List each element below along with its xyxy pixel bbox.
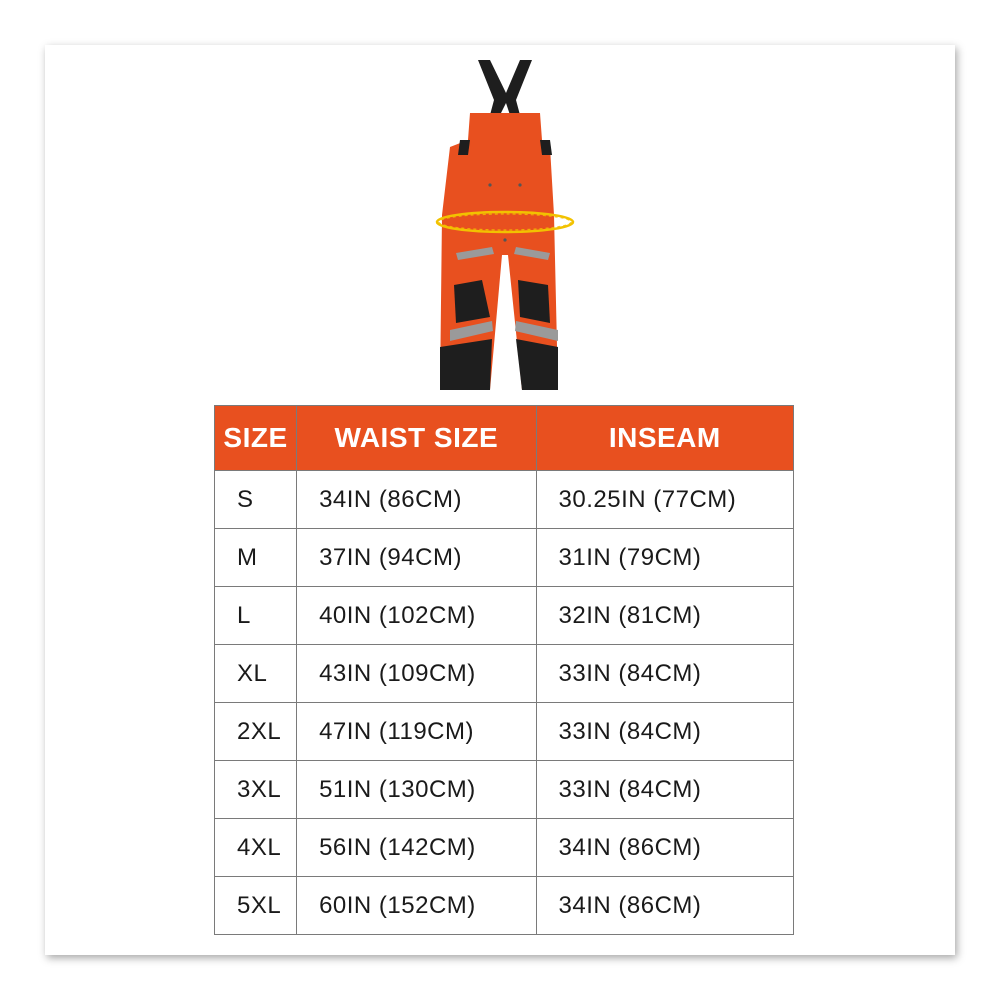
inseam-cell: 34IN (86CM): [536, 819, 793, 877]
bib-body: [440, 113, 558, 390]
size-cell: 3XL: [215, 761, 297, 819]
waist-cell: 51IN (130CM): [297, 761, 536, 819]
waist-cell: 34IN (86CM): [297, 471, 536, 529]
inseam-cell: 33IN (84CM): [536, 645, 793, 703]
size-cell: M: [215, 529, 297, 587]
size-cell: S: [215, 471, 297, 529]
table-header-row: [215, 406, 794, 471]
table-row: [215, 645, 794, 703]
inseam-cell: 30.25IN (77CM): [536, 471, 793, 529]
inseam-cell: 33IN (84CM): [536, 761, 793, 819]
size-cell: 4XL: [215, 819, 297, 877]
table-row: [215, 471, 794, 529]
waist-cell: 60IN (152CM): [297, 877, 536, 935]
table-row: [215, 529, 794, 587]
size-cell: L: [215, 587, 297, 645]
size-cell: 5XL: [215, 877, 297, 935]
waist-cell: 40IN (102CM): [297, 587, 536, 645]
header-inseam: INSEAM: [536, 406, 793, 471]
suspender-straps: [478, 60, 532, 115]
inseam-cell: 33IN (84CM): [536, 703, 793, 761]
inseam-cell: 34IN (86CM): [536, 877, 793, 935]
size-cell: 2XL: [215, 703, 297, 761]
table-row: [215, 587, 794, 645]
size-cell: XL: [215, 645, 297, 703]
header-waist-size: WAIST SIZE: [297, 406, 536, 471]
bib-overalls-illustration: [420, 55, 590, 395]
waist-cell: 56IN (142CM): [297, 819, 536, 877]
waist-cell: 43IN (109CM): [297, 645, 536, 703]
inseam-cell: 32IN (81CM): [536, 587, 793, 645]
waist-cell: 37IN (94CM): [297, 529, 536, 587]
header-size: SIZE: [215, 406, 297, 471]
waist-cell: 47IN (119CM): [297, 703, 536, 761]
table-row: [215, 703, 794, 761]
table-row: [215, 877, 794, 935]
size-chart-table: [214, 405, 794, 935]
table-row: [215, 819, 794, 877]
inseam-cell: 31IN (79CM): [536, 529, 793, 587]
table-row: [215, 761, 794, 819]
